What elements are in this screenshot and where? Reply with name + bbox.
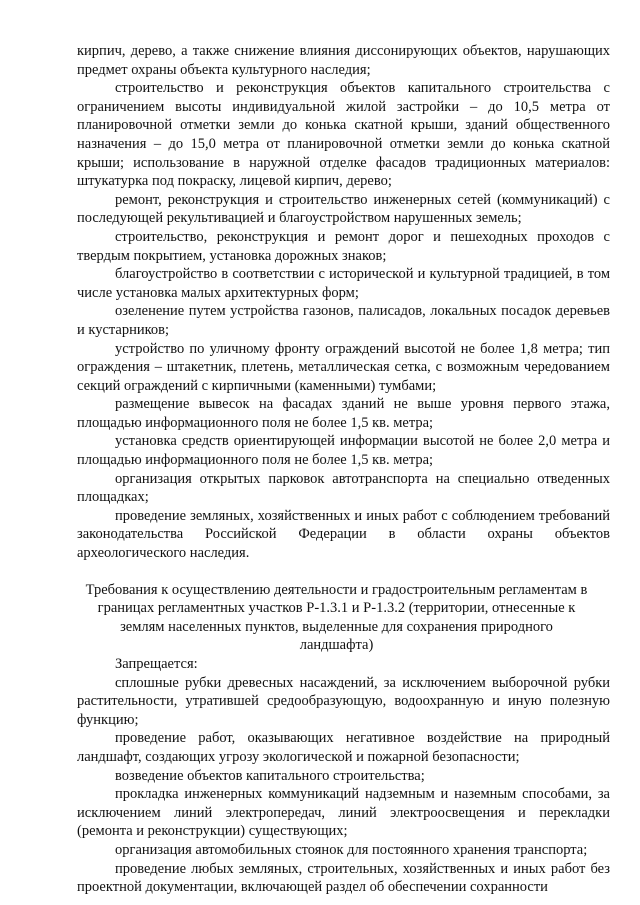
paragraph-earthworks: проведение земляных, хозяйственных и иных работ с соблюдением требований законодательства Российской Федерации в области охраны объектов археологического наследия.: [77, 507, 610, 562]
paragraph-greening: озеленение путем устройства газонов, палисадов, локальных посадок деревьев и кустарников;: [77, 303, 610, 338]
paragraph-orientation-info: установка средств ориентирующей информации высотой не более 2,0 метра и площадью информационного поля не более 1,5 кв. метра;: [77, 433, 610, 469]
paragraph-prohibited-label: Запрещается:: [115, 656, 198, 672]
section-heading: Требования к осуществлению деятельности и градостроительным регламентам в границах регламентных участков Р-1.3.1 и Р-1.3.2 (территории, отнесенные к землям населенных пунктов, выделенные для сохранения природного ландшафта): [85, 581, 588, 654]
paragraph-works-without-project: проведение любых земляных, строительных, хозяйственных и иных работ без проектной документации, включающей раздел об обеспечении сохранности: [77, 860, 610, 896]
paragraph-car-parking: организация автомобильных стоянок для постоянного хранения транспорта;: [115, 841, 588, 858]
paragraph-continuation: кирпич, дерево, а также снижение влияния диссонирующих объектов, нарушающих предмет охраны объекта культурного наследия;: [77, 43, 610, 78]
paragraph-capital-construction: строительство и реконструкция объектов капитального строительства с ограничением высоты индивидуальной жилой застройки – до 10,5 метра от планировочной отметки земли до конька скатной крыши, зданий общественного назначения – до 15,0 метра от планировочной отметки земли до конька скатной крыши; использование в наружной отделке фасадов традиционных материалов: штукатурка под покраску, лицевой кирпич, дерево;: [77, 80, 610, 190]
paragraph-fences: устройство по уличному фронту ограждений высотой не более 1,8 метра; тип ограждения – штакетник, плетень, металлическая сетка, с возможным чередованием секций ограждений с кирпичными (каменными) тумбами;: [77, 340, 610, 394]
paragraph-engineering-communications: прокладка инженерных коммуникаций надземным и наземным способами, за исключением линий электропередач, линий электроосвещения и перекладки (ремонта и реконструкции) существующих;: [77, 786, 610, 840]
section-spacer: [77, 563, 610, 581]
paragraph-signboards: размещение вывесок на фасадах зданий не выше уровня первого этажа, площадью информационного поля не более 1,5 кв. метра;: [77, 396, 610, 431]
paragraph-logging: сплошные рубки древесных насаждений, за исключением выборочной рубки растительности, утратившей средообразующую, водоохранную и иную полезную функцию;: [77, 674, 610, 728]
paragraph-negative-impact: проведение работ, оказывающих негативное воздействие на природный ландшафт, создающих угрозу экологической и пожарной безопасности;: [77, 730, 610, 765]
paragraph-parking: организация открытых парковок автотранспорта на специально отведенных площадках;: [77, 470, 610, 506]
paragraph-capital-objects: возведение объектов капитального строительства;: [115, 767, 425, 784]
paragraph-landscaping: благоустройство в соответствии с исторической и культурной традицией, в том числе установка малых архитектурных форм;: [77, 266, 610, 301]
paragraph-roads: строительство, реконструкция и ремонт дорог и пешеходных проходов с твердым покрытием, установка дорожных знаков;: [77, 228, 610, 264]
paragraph-utility-networks: ремонт, реконструкция и строительство инженерных сетей (коммуникаций) с последующей рекультивацией и благоустройством нарушенных земель;: [77, 191, 610, 227]
